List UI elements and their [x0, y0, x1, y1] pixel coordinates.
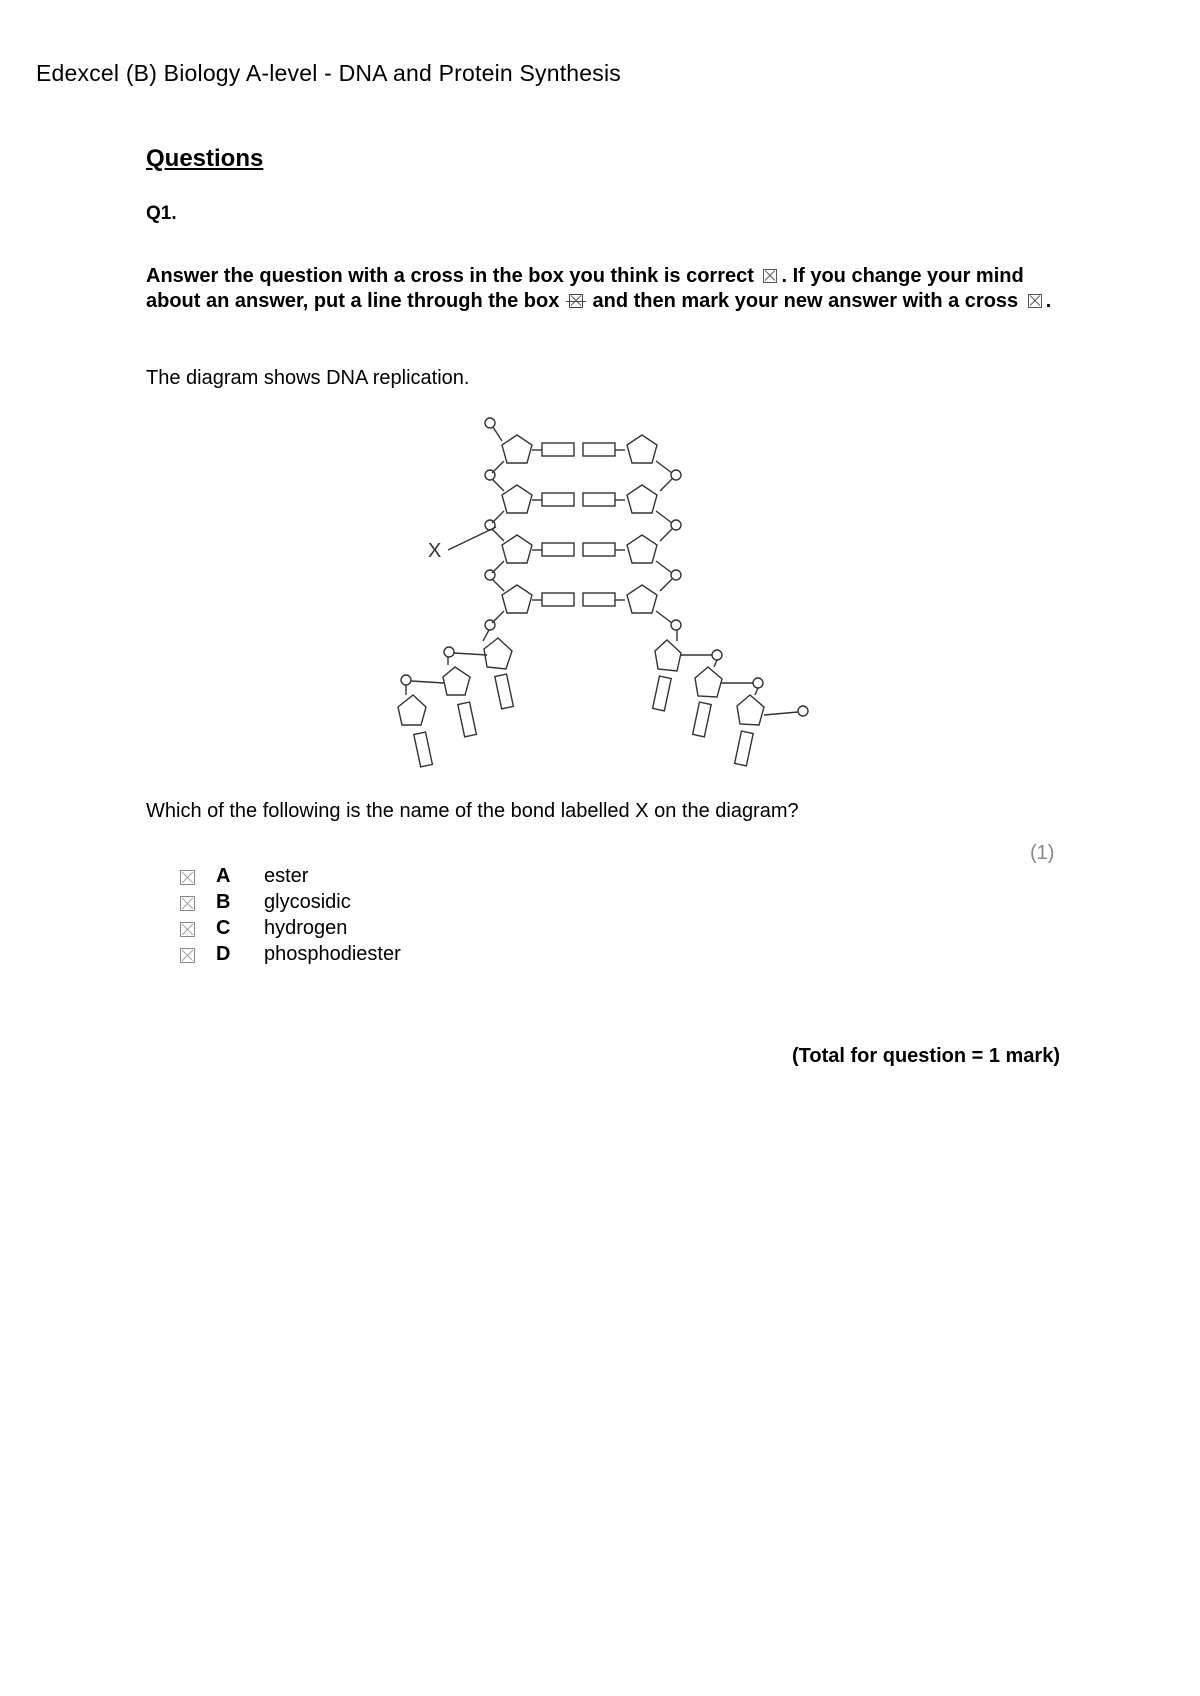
question-stem: The diagram shows DNA replication.: [146, 367, 470, 389]
answer-instructions: [146, 264, 1076, 314]
option-letter: A: [216, 865, 231, 887]
crossed-box-icon: [1028, 294, 1042, 308]
section-title: Questions: [146, 145, 264, 172]
option-text: phosphodiester: [264, 943, 401, 965]
label-x-text: X: [428, 540, 442, 562]
option-letter: B: [216, 891, 231, 913]
checkbox-icon[interactable]: [180, 870, 195, 885]
left-backbone: [485, 418, 504, 630]
label-x: [428, 527, 496, 562]
question-total: (Total for question = 1 mark): [792, 1045, 1060, 1067]
option-text: ester: [264, 865, 309, 887]
dna-replication-diagram: [380, 405, 840, 785]
right-free-strand: [653, 630, 808, 766]
instructions-part-4: .: [1045, 290, 1052, 312]
checkbox-icon[interactable]: [180, 922, 195, 937]
checkbox-icon[interactable]: [180, 948, 195, 963]
option-text: glycosidic: [264, 891, 351, 913]
checkbox-icon[interactable]: [180, 896, 195, 911]
marks-indicator: (1): [1030, 842, 1055, 864]
question-number: Q1.: [146, 203, 177, 224]
question-prompt: Which of the following is the name of the bond labelled X on the diagram?: [146, 800, 799, 822]
struck-box-icon: [569, 294, 583, 308]
instructions-part-3: and then mark your new answer with a cross: [592, 290, 1019, 312]
instructions-part-1: Answer the question with a cross in the box you think is correct: [146, 265, 754, 287]
option-letter: D: [216, 943, 231, 965]
left-free-strand: [398, 630, 513, 767]
document-header-title: Edexcel (B) Biology A-level - DNA and Protein Synthesis: [36, 60, 621, 86]
crossed-box-icon: [763, 269, 777, 283]
option-text: hydrogen: [264, 917, 348, 939]
instructions-part-2: . If you change your mind about an answer, put a line through the box: [146, 265, 1024, 312]
base-pairs: [502, 435, 657, 613]
option-letter: C: [216, 917, 231, 939]
right-backbone: [656, 461, 681, 630]
